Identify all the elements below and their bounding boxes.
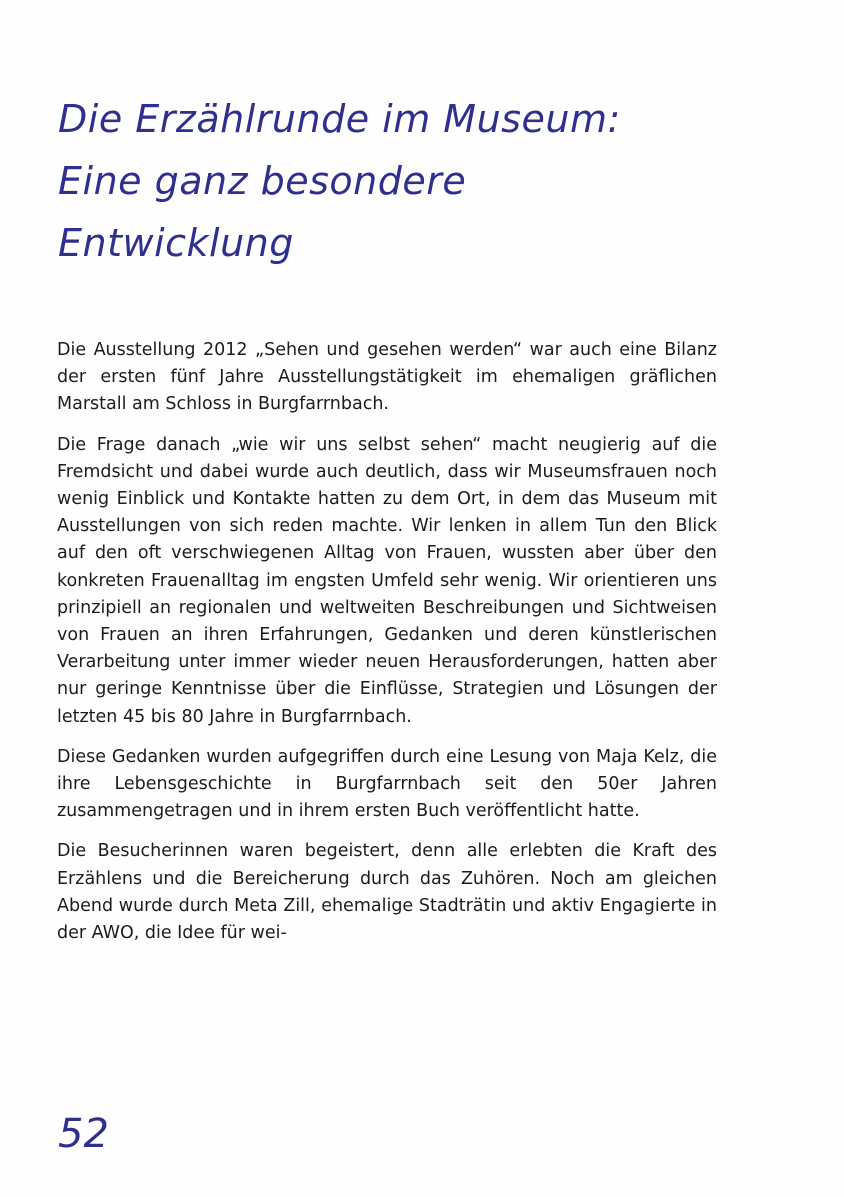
body-text [57, 337, 717, 960]
page-title [58, 88, 798, 274]
paragraph-1: Die Ausstellung 2012 „Sehen und gesehen werden“ war auch eine Bilanz der ersten fünf Jahre Ausstellungstätigkeit im ehemaligen gräflichen Marstall am Schloss in Burgfarrnbach. [57, 340, 717, 415]
paragraph-4: Die Besucherinnen waren begeistert, denn alle erlebten die Kraft des Erzählens und die Bereicherung durch das Zuhören. Noch am gleichen Abend wurde durch Meta Zill, ehemalige Stadträtin und aktiv Engagierte in der AWO, die Idee für wei- [57, 841, 717, 944]
paragraph-3: Diese Gedanken wurden aufgegriffen durch eine Lesung von Maja Kelz, die ihre Lebensgeschichte in Burgfarrnbach seit den 50er Jahren zusammengetragen und in ihrem ersten Buch veröffentlicht hatte. [57, 746, 717, 822]
paragraph-2: Die Frage danach „wie wir uns selbst sehen“ macht neugierig auf die Fremdsicht und dabei wurde auch deutlich, dass wir Museumsfrauen noch wenig Einblick und Kontakte hatten zu dem Ort, in dem das Museum mit Ausstellungen von sich reden machte. Wir lenken in allem Tun den Blick auf den oft verschwiegenen Alltag von Frauen, wussten aber über den konkreten Frauenalltag im engsten Umfeld sehr wenig. Wir orientieren uns prinzipiell an regionalen und weltweiten Beschreibungen und Sichtweisen von Frauen an ihren Erfahrungen, Gedanken und deren künstlerischen Verarbeitung unter immer wieder neuen Herausforderungen, hatten aber nur geringe Kenntnisse über die Einflüsse, Strategien und Lösungen der letzten 45 bis 80 Jahre in Burgfarrnbach. [57, 434, 717, 727]
title-line-1: Die Erzählrunde im Museum: [58, 97, 621, 141]
title-line-2: Eine ganz besondere [58, 159, 467, 203]
page-number: 52 [58, 1111, 109, 1157]
title-line-3: Entwicklung [58, 221, 294, 265]
